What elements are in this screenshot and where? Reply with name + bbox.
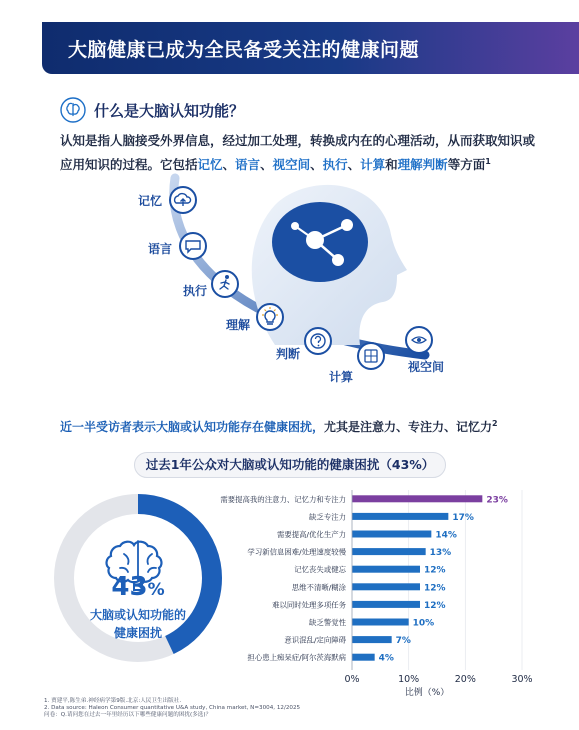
bar — [352, 566, 420, 573]
function-label-execution: 执行 — [183, 284, 208, 298]
category-label: 意识混乱/定向障碍 — [284, 635, 346, 645]
intro-segment: 、 — [260, 157, 273, 173]
intro-segment: 和 — [385, 157, 398, 173]
function-label-language: 语言 — [148, 242, 173, 256]
title-banner — [42, 22, 579, 74]
bar — [352, 513, 448, 520]
function-label-judgment: 判断 — [276, 347, 301, 361]
bar — [352, 531, 431, 538]
section-question: 什么是大脑认知功能？ — [94, 101, 245, 120]
donut-number: 43 — [111, 572, 148, 602]
chat-bubble-icon — [180, 233, 206, 259]
function-label-calculation: 计算 — [329, 370, 354, 384]
section-heading — [60, 97, 244, 123]
intro-keyword: 计算 — [360, 157, 386, 173]
category-label: 思维不清晰/糊涂 — [291, 582, 346, 592]
category-label: 需要提高我的注意力、记忆力和专注力 — [220, 494, 346, 504]
category-label: 需要提高/优化生产力 — [276, 530, 346, 539]
value-label: 14% — [435, 530, 457, 541]
intro-keyword: 记忆 — [197, 157, 223, 173]
category-label: 学习新信息困难/处理速度较慢 — [247, 547, 346, 557]
value-label: 4% — [378, 653, 394, 664]
finding-lead: 近一半受访者表示大脑或认知功能存在健康困扰， — [60, 420, 325, 434]
bar — [352, 601, 420, 608]
eye-scan-icon — [406, 327, 432, 353]
intro-text — [60, 130, 540, 175]
running-person-icon — [212, 271, 238, 297]
intro-segment: 、 — [222, 157, 236, 173]
finding-footnote-ref: 2 — [492, 419, 498, 428]
key-finding — [60, 418, 540, 435]
function-label-understanding: 理解 — [226, 318, 251, 332]
intro-keyword: 理解判断 — [397, 157, 448, 173]
value-label: 13% — [429, 548, 452, 559]
x-tick-label: 10% — [398, 674, 420, 685]
intro-keyword: 执行 — [322, 157, 348, 173]
intro-segment: 、 — [347, 157, 361, 173]
intro-segment: 认知是指人脑接受外界信息，经过加工处理，转换成内在的心理活动，从而获取知识或应用知识的过程。它包括 — [60, 133, 536, 173]
value-label: 10% — [412, 618, 435, 629]
x-tick-label: 20% — [454, 674, 476, 685]
footnote-question: 问卷：Q.请问您在过去一年里经历以下哪些健康问题的困扰(多选)？ — [44, 712, 212, 718]
bar — [352, 495, 482, 502]
category-label: 缺乏专注力 — [309, 512, 346, 522]
value-label: 23% — [486, 495, 508, 506]
bar — [352, 636, 392, 643]
intro-keyword: 视空间 — [272, 157, 311, 173]
brain-outline-icon — [60, 97, 86, 123]
donut-percent-sign: % — [147, 580, 165, 600]
intro-body — [60, 133, 535, 172]
intro-segment: 、 — [310, 157, 323, 173]
donut-caption-line1: 大脑或认知功能的 — [89, 608, 186, 622]
value-label: 7% — [395, 636, 411, 647]
x-tick-label: 0% — [344, 674, 360, 685]
category-label: 难以同时处理多项任务 — [272, 600, 346, 610]
banner-title: 大脑健康已成为全民备受关注的健康问题 — [68, 39, 420, 61]
footnote-2: 2. Data source: Haleon Consumer quantitative U&A study, China market, N=3004, 12/2025 — [44, 705, 301, 711]
cloud-upload-icon — [170, 187, 196, 213]
value-label: 17% — [452, 512, 474, 523]
category-label: 担心患上痴呆症/阿尔茨海默病 — [247, 653, 346, 663]
category-label: 缺乏警觉性 — [309, 618, 346, 627]
value-label: 12% — [424, 565, 446, 576]
lightbulb-icon — [257, 304, 283, 330]
bar-chart — [200, 484, 540, 700]
bar — [352, 619, 409, 626]
x-axis-label: 比例（%） — [404, 688, 450, 698]
function-label-visuospatial: 视空间 — [408, 360, 445, 374]
bar — [352, 654, 375, 661]
intro-segment: 等方面 — [447, 157, 486, 173]
finding-rest: 尤其是注意力、专注力、记忆力 — [324, 420, 493, 434]
x-tick-label: 30% — [511, 674, 533, 685]
bar — [352, 583, 420, 590]
calculator-icon — [358, 343, 384, 369]
footnotes — [44, 698, 544, 719]
intro-keyword: 语言 — [235, 157, 261, 173]
donut-caption-line2: 健康困扰 — [113, 626, 162, 640]
question-icon — [305, 328, 331, 354]
intro-footnote-ref: 1 — [485, 157, 491, 166]
footnote-1: 1. 贾建平,陈生弟.神经病学第9版.北京:人民卫生出版社. — [44, 698, 182, 704]
value-label: 12% — [424, 583, 446, 594]
chart-heading-pill: 过去1年公众对大脑或认知功能的健康困扰（43%） — [134, 452, 446, 478]
value-label: 12% — [424, 600, 446, 611]
function-label-memory: 记忆 — [138, 194, 163, 208]
category-label: 记忆丧失或健忘 — [294, 565, 346, 575]
bar — [352, 548, 426, 555]
